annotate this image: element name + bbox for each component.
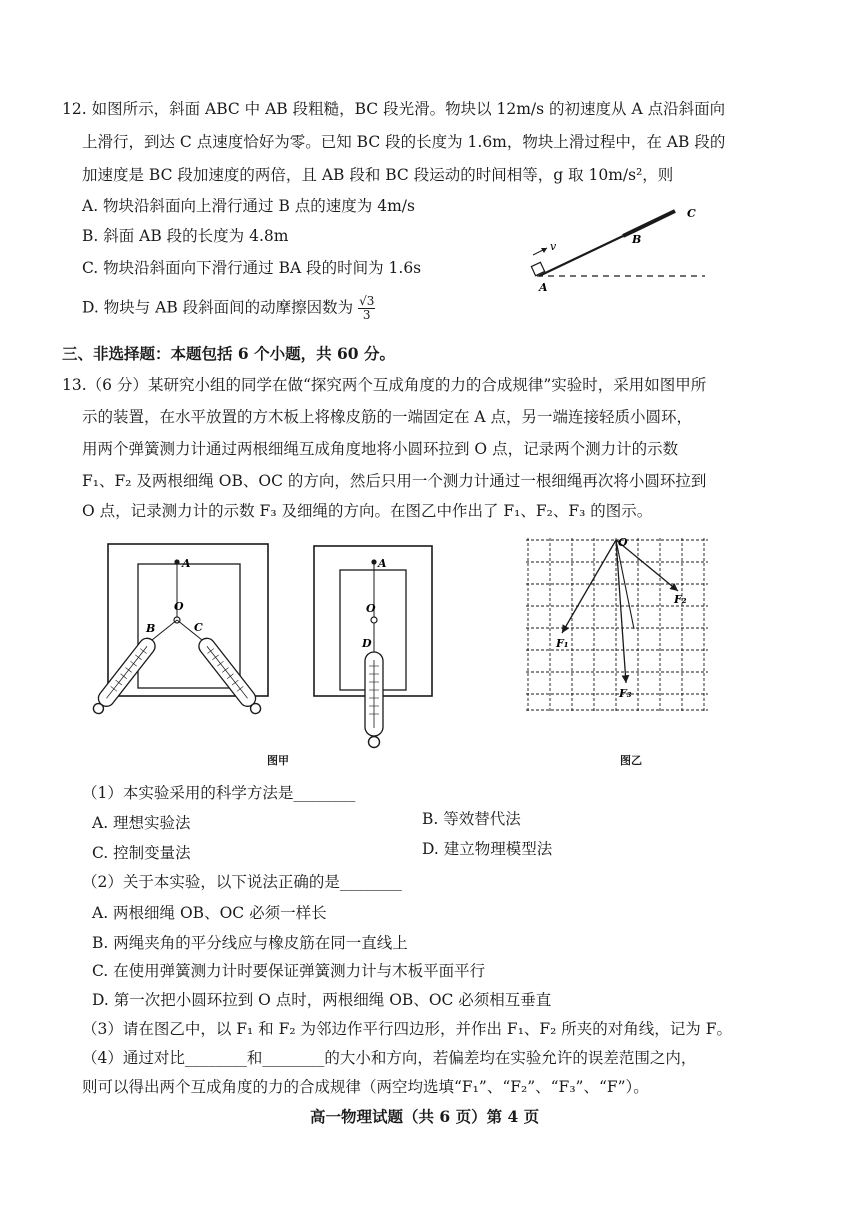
label-o: O	[618, 536, 628, 549]
q13-sub1-option-b: B. 等效替代法	[422, 810, 521, 828]
label-v: v	[550, 240, 557, 253]
string-ob	[152, 620, 177, 640]
spring-scale-vertical	[365, 652, 383, 748]
q12-option-a: A. 物块沿斜面向上滑行通过 B 点的速度为 4m/s	[82, 197, 415, 215]
spring-scale-right	[196, 635, 265, 717]
dashed-grid	[526, 538, 708, 712]
label-f1: F₁	[556, 637, 569, 650]
q13-sub2-option-a: A. 两根细绳 OB、OC 必须一样长	[92, 904, 327, 922]
q13-line-4: F₁、F₂ 及两根细绳 OB、OC 的方向，然后只用一个测力计通过一根细绳再次将小圆环拉到	[82, 472, 707, 490]
q12-option-d	[82, 295, 375, 322]
label-b: B	[632, 233, 642, 246]
label-a: A	[378, 557, 387, 570]
label-f3: F₃	[619, 687, 632, 700]
q12-option-b: B. 斜面 AB 段的长度为 4.8m	[82, 227, 289, 245]
q12-stem-line-3: 加速度是 BC 段加速度的两倍，且 AB 段和 BC 段运动的时间相等，g 取 10m/s²，则	[82, 166, 674, 184]
q12-option-d-numerator: √3	[359, 294, 375, 308]
label-o: O	[174, 600, 184, 613]
incline-segment-bc	[623, 211, 675, 236]
fig-yi-caption: 图乙	[620, 754, 642, 767]
q13-sub1-option-d: D. 建立物理模型法	[422, 840, 553, 858]
fig-jia-caption: 图甲	[267, 754, 289, 767]
fig-jia-left-board	[74, 540, 274, 725]
q13-sub1-option-a: A. 理想实验法	[92, 814, 191, 832]
q12-stem-line-1: 12. 如图所示，斜面 ABC 中 AB 段粗糙，BC 段光滑。物块以 12m/s 的初速度从 A 点沿斜面向	[62, 100, 726, 118]
label-a: A	[182, 557, 191, 570]
q13-line-2: 示的装置，在水平放置的方木板上将橡皮筋的一端固定在 A 点，另一端连接轻质小圆环，	[82, 408, 693, 426]
q13-sub2: （2）关于本实验，以下说法正确的是________	[82, 873, 402, 891]
section-3-heading: 三、非选择题：本题包括 6 个小题，共 60 分。	[62, 344, 395, 363]
label-c: C	[687, 207, 696, 220]
spring-scale-left	[89, 635, 158, 717]
q13-line-1: 13.（6 分）某研究小组的同学在做“探究两个互成角度的力的合成规律”实验时，采用如图甲所	[62, 376, 707, 394]
fig-yi-force-diagram	[522, 535, 712, 715]
q12-option-c: C. 物块沿斜面向下滑行通过 BA 段的时间为 1.6s	[82, 259, 422, 277]
q13-sub1: （1）本实验采用的科学方法是________	[82, 784, 356, 802]
q13-sub2-option-d: D. 第一次把小圆环拉到 O 点时，两根细绳 OB、OC 必须相互垂直	[92, 991, 552, 1009]
q12-option-d-text: D. 物块与 AB 段斜面间的动摩擦因数为	[82, 298, 354, 317]
q13-sub3: （3）请在图乙中，以 F₁ 和 F₂ 为邻边作平行四边形，并作出 F₁、F₂ 所夹的对角线，记为 F。	[82, 1020, 732, 1038]
q12-option-d-fraction	[358, 295, 375, 322]
vector-f3	[616, 540, 626, 683]
label-a: A	[539, 281, 548, 294]
q12-option-d-denominator: 3	[362, 308, 371, 322]
q13-line-5: O 点，记录测力计的示数 F₃ 及细绳的方向。在图乙中作出了 F₁、F₂、F₃ 的图示。	[82, 502, 653, 520]
q12-stem-line-2: 上滑行，到达 C 点速度恰好为零。已知 BC 段的长度为 1.6m，物块上滑过程中，在 AB 段的	[82, 133, 726, 151]
label-d: D	[362, 637, 372, 650]
ring-o	[371, 617, 377, 623]
q13-sub1-option-c: C. 控制变量法	[92, 844, 191, 862]
q13-sub2-option-b: B. 两绳夹角的平分线应与橡皮筋在同一直线上	[92, 934, 408, 952]
label-c: C	[194, 621, 203, 634]
fig-jia-right-board	[312, 540, 442, 752]
label-f2: F₂	[674, 593, 687, 606]
q12-incline-figure	[525, 200, 715, 295]
q13-sub2-option-c: C. 在使用弹簧测力计时要保证弹簧测力计与木板平面平行	[92, 962, 486, 980]
q13-sub4-line-1: （4）通过对比________和________的大小和方向，若偏差均在实验允许的误差范围之内，	[82, 1049, 697, 1067]
q13-sub4-line-2: 则可以得出两个互成角度的力的合成规律（两空均选填“F₁”、“F₂”、“F₃”、“F”）。	[82, 1078, 649, 1096]
page-footer: 高一物理试题（共 6 页）第 4 页	[310, 1107, 540, 1126]
label-o: O	[366, 602, 376, 615]
vector-f1	[562, 540, 616, 633]
label-b: B	[146, 622, 156, 635]
q13-line-3: 用两个弹簧测力计通过两根细绳互成角度地将小圆环拉到 O 点，记录两个测力计的示数	[82, 440, 679, 458]
